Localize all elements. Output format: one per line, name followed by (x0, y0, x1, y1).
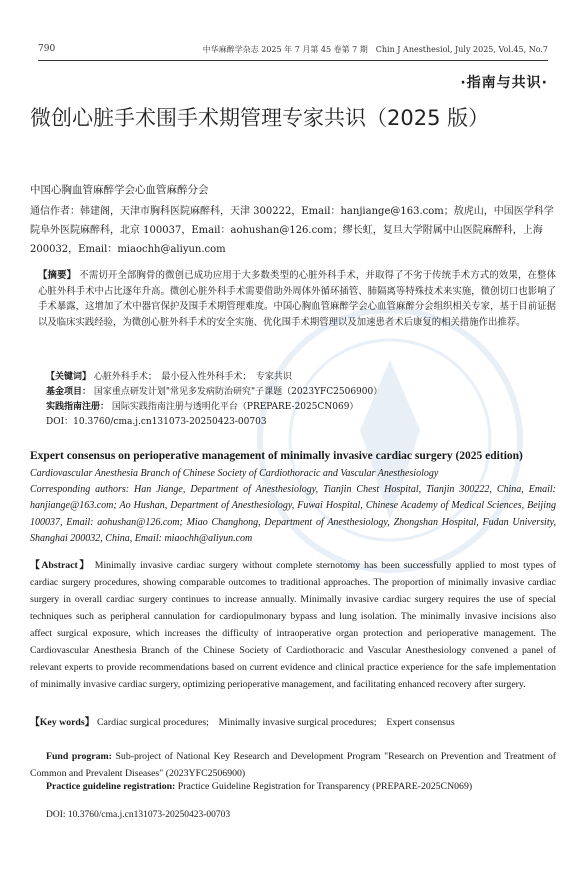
keywords-en (30, 714, 556, 731)
keywords-en-label: 【Key words】 (30, 717, 95, 728)
organization-en: Cardiovascular Anesthesia Branch of Chinese Society of Cardiothoracic and Vascular Anesthesiology (30, 468, 439, 479)
organization-cn: 中国心胸血管麻醉学会心血管麻醉分会 (30, 184, 209, 196)
page-number: 790 (38, 44, 56, 54)
doi-cn[interactable]: DOI：10.3760/cma.j.cn131073-20250423-00703 (46, 417, 267, 427)
abstract-cn-label: 【摘要】 (38, 270, 77, 281)
registration-cn (46, 400, 556, 416)
abstract-cn-text: 不需切开全部胸骨的微创已成功应用于大多数类型的心脏外科手术，并取得了不劣于传统手术方式的效果，在整体心脏外科手术中占比逐年升高。微创心脏外科手术需要借助外周体外循环插管、肺隔离等特殊技术来实施，微创切口也影响了手术暴露，这增加了术中器官保护及围手术期管理难度。中国心胸血管麻醉学会心血管麻醉分会组织相关专家，基于目前证据以及临床实践经验，为微创心脏外科手术的安全实施、优化围手术期管理以及加速患者术后康复的相关措施作出推荐。 (38, 270, 556, 328)
column-label: ·指南与共识· (460, 75, 548, 91)
keywords-en-text: Cardiac surgical procedures; Minimally invasive surgical procedures; Expert consensus (96, 717, 455, 728)
registration-en-label: Practice guideline registration: (46, 781, 176, 792)
corresponding-authors-cn: 通信作者：韩建阁，天津市胸科医院麻醉科，天津 300222，Email：hanjiange@163.com；敖虎山，中国医学科学院阜外医院麻醉科，北京 100037，Email：aohushan@126.com；缪长虹，复旦大学附属中山医院麻醉科，上海 200032，Email：miaochh@aliyun.com (30, 206, 554, 255)
corresponding-authors-en: Corresponding authors: Han Jiange, Department of Anesthesiology, Tianjin Chest Hospital, Tianjin 300222, China, Email: hanjiange@163.com; Ao Hushan, Department of Anesthesiology, Fuwai Hospital, Chinese Academy of Medical Sciences, Beijing 100037, Email: aohushan@126.com; Miao Changhong, Department of Anesthesiology, Zhongshan Hospital, Fudan University, Shanghai 200032, China, Email: miaochh@aliyun.com (30, 484, 556, 545)
fund-en-text: Sub-project of National Key Research and Development Program "Research on Prevention and Treatment of Common and Prevalent Diseases" (2023YFC2506900) (30, 751, 556, 779)
fund-cn-text: 国家重点研发计划"常见多发病防治研究"子课题（2023YFC2506900） (93, 387, 383, 397)
fund-en-label: Fund program: (46, 751, 112, 762)
fund-cn (46, 385, 556, 401)
keywords-cn (46, 370, 556, 386)
fund-en (30, 748, 556, 782)
registration-cn-text: 国际实践指南注册与透明化平台（PREPARE-2025CN069） (111, 402, 359, 412)
article-title-en: Expert consensus on perioperative management of minimally invasive cardiac surgery (2025 edition) (30, 450, 523, 462)
header-divider (38, 60, 548, 61)
abstract-en (30, 557, 556, 693)
abstract-cn (38, 268, 556, 330)
doi-en[interactable]: DOI: 10.3760/cma.j.cn131073-20250423-00703 (46, 810, 231, 820)
registration-en-text: Practice Guideline Registration for Transparency (PREPARE-2025CN069) (177, 781, 473, 792)
article-title-cn: 微创心脏手术围手术期管理专家共识（2025 版） (30, 106, 490, 130)
abstract-en-text: Minimally invasive cardiac surgery without complete sternotomy has been successfully applied to most types of cardiac surgery procedures, showing comparable outcomes to traditional approaches. The proportion of minimally invasive cardiac surgery in overall cardiac surgery continues to increase annually. Minimally invasive cardiac surgery requires the use of special techniques such as peripheral cannulation for cardiopulmonary bypass and lung isolation. The minimally invasive incisions also affect surgical exposure, which increases the difficulty of intraoperative organ protection and perioperative management. The Cardiovascular Anesthesia Branch of the Chinese Society of Cardiothoracic and Vascular Anesthesiology convened a panel of relevant experts to provide recommendations based on current evidence and clinical practice experience for the safe implementation of minimally invasive cardiac surgery, optimizing perioperative management, and facilitating enhanced recovery after surgery. (30, 560, 556, 690)
keywords-cn-label: 【关键词】 (46, 372, 92, 382)
fund-cn-label: 基金项目： (46, 387, 92, 397)
registration-en (30, 778, 556, 795)
keywords-cn-text: 心脏外科手术； 最小侵入性外科手术； 专家共识 (93, 372, 292, 382)
abstract-en-label: 【Abstract】 (30, 560, 91, 571)
registration-cn-label: 实践指南注册： (46, 402, 110, 412)
journal-header: 中华麻醉学杂志 2025 年 7 月第 45 卷第 7 期 Chin J Anesthesiol, July 2025, Vol.45, No.7 (202, 45, 548, 54)
